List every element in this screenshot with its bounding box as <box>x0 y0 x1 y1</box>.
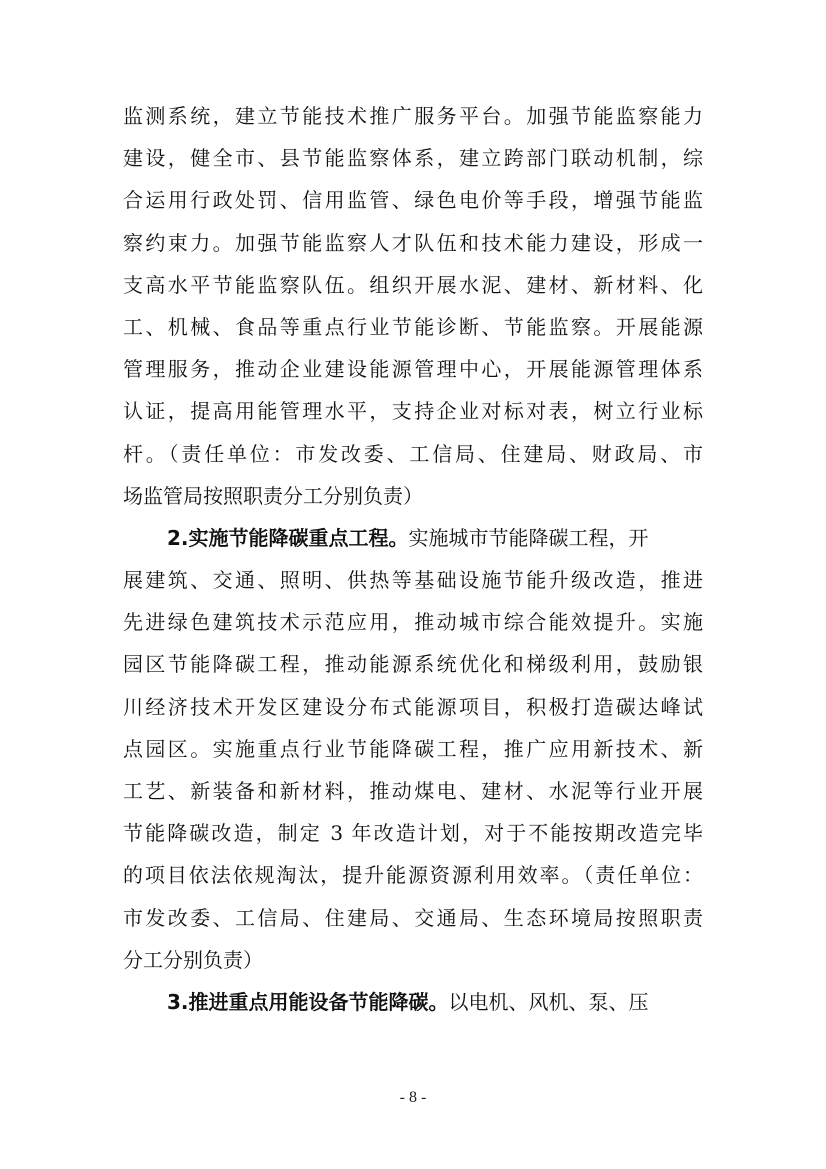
text-line: 园区节能降碳工程，推动能源系统优化和梯级利用，鼓励银 <box>123 652 703 677</box>
text-run: 实施城市节能降碳工程，开 <box>408 525 649 550</box>
text-line: 管理服务，推动企业建设能源管理中心，开展能源管理体系 <box>123 357 703 382</box>
text-line: 场监管局按照职责分工分别负责） <box>123 483 423 508</box>
text-line: 合运用行政处罚、信用监管、绿色电价等手段，增强节能监 <box>123 188 703 213</box>
text-line: 工艺、新装备和新材料，推动煤电、建材、水泥等行业开展 <box>123 779 703 803</box>
page-number: - 8 - <box>399 1089 427 1106</box>
text-line: 建设，健全市、县节能监察体系，建立跨部门联动机制，综 <box>123 146 703 171</box>
text-line: 展建筑、交通、照明、供热等基础设施节能升级改造，推进 <box>123 568 703 593</box>
paragraph-1 <box>123 95 703 517</box>
text-line: 的项目依法依规淘汰，提升能源资源利用效率。（责任单位： <box>123 863 703 888</box>
section-heading: 3.推进重点用能设备节能降碳。 <box>167 989 449 1014</box>
text-line: 支高水平节能监察队伍。组织开展水泥、建材、新材料、化 <box>123 272 703 297</box>
text-line: 杆。（责任单位：市发改委、工信局、住建局、财政局、市 <box>123 441 703 466</box>
document-body <box>123 95 703 1023</box>
text-line: 市发改委、工信局、住建局、交通局、生态环境局按照职责 <box>123 905 703 930</box>
text-line: 先进绿色建筑技术示范应用，推动城市综合能效提升。实施 <box>123 610 703 635</box>
text-line: 工、机械、食品等重点行业节能诊断、节能监察。开展能源 <box>123 314 703 339</box>
text-line: 监测系统，建立节能技术推广服务平台。加强节能监察能力 <box>123 104 703 128</box>
section-heading: 2.实施节能降碳重点工程。 <box>167 525 409 550</box>
paragraph-first-line <box>123 981 703 1023</box>
paragraph-2 <box>123 517 703 981</box>
text-line: 点园区。实施重点行业节能降碳工程，推广应用新技术、新 <box>123 736 703 761</box>
text-run: 以电机、风机、泵、压 <box>448 989 649 1014</box>
text-line: 察约束力。加强节能监察人才队伍和技术能力建设，形成一 <box>123 230 703 255</box>
text-line: 认证，提高用能管理水平，支持企业对标对表，树立行业标 <box>123 399 703 424</box>
text-line: 分工分别负责） <box>123 947 263 972</box>
text-line: 川经济技术开发区建设分布式能源项目，积极打造碳达峰试 <box>123 694 703 719</box>
paragraph-first-line <box>123 517 703 559</box>
paragraph-3 <box>123 981 703 1023</box>
text-line: 节能降碳改造，制定 3 年改造计划，对于不能按期改造完毕 <box>123 821 703 846</box>
